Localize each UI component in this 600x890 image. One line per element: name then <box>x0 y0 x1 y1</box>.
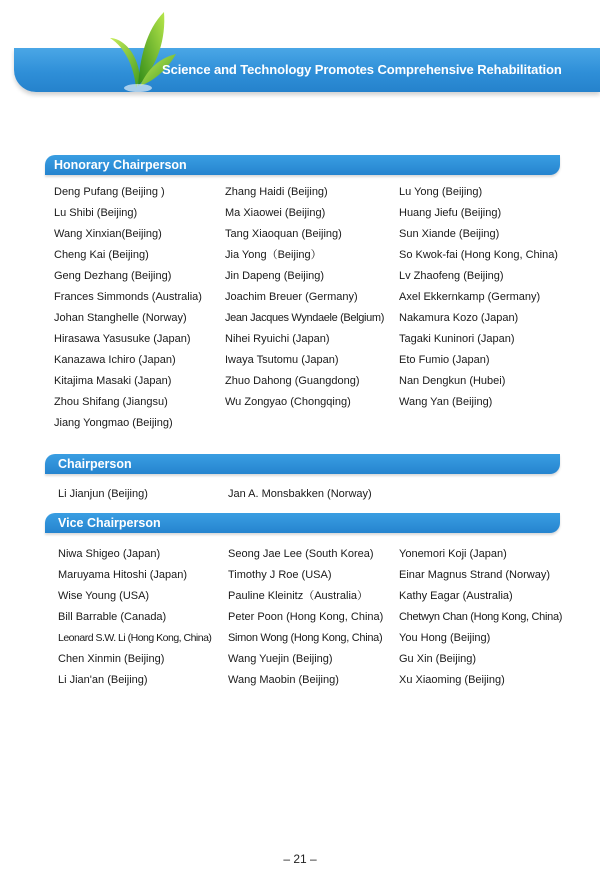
name-item: Yonemori Koji (Japan) <box>399 548 507 560</box>
page-number: – 21 – <box>283 852 317 866</box>
name-item: Wise Young (USA) <box>58 590 150 602</box>
name-item: Iwaya Tsutomu (Japan) <box>225 354 339 366</box>
name-item: Lv Zhaofeng (Beijing) <box>399 270 504 282</box>
name-item: Wang Xinxian(Beijing) <box>54 228 162 240</box>
name-item: Nakamura Kozo (Japan) <box>399 312 519 324</box>
name-item: Frances Simmonds (Australia) <box>54 291 202 303</box>
name-item: Simon Wong (Hong Kong, China) <box>228 632 383 644</box>
name-item: Geng Dezhang (Beijing) <box>54 270 172 282</box>
name-item: Niwa Shigeo (Japan) <box>58 548 161 560</box>
name-item: Kitajima Masaki (Japan) <box>54 375 172 387</box>
name-item: Kanazawa Ichiro (Japan) <box>54 354 176 366</box>
name-item: Chen Xinmin (Beijing) <box>58 653 165 665</box>
name-item: Hirasawa Yasusuke (Japan) <box>54 333 191 345</box>
name-item: Jin Dapeng (Beijing) <box>225 270 325 282</box>
name-item: Xu Xiaoming (Beijing) <box>399 674 505 686</box>
name-item: Wang Yan (Beijing) <box>399 396 493 408</box>
name-item: Jean Jacques Wyndaele (Belgium) <box>225 312 385 324</box>
name-item: Chetwyn Chan (Hong Kong, China) <box>399 611 563 623</box>
name-item: Huang Jiefu (Beijing) <box>399 207 502 219</box>
name-item: Johan Stanghelle (Norway) <box>54 312 187 324</box>
name-item: Lu Yong (Beijing) <box>399 186 483 198</box>
leaf-logo-icon <box>96 8 180 92</box>
name-item: Bill Barrable (Canada) <box>58 611 167 623</box>
name-item: Jia Yong（Beijing） <box>225 249 322 261</box>
name-item: Axel Ekkernkamp (Germany) <box>399 291 541 303</box>
name-item: Nan Dengkun (Hubei) <box>399 375 506 387</box>
name-item: Ma Xiaowei (Beijing) <box>225 207 326 219</box>
name-item: Kathy Eagar (Australia) <box>399 590 513 602</box>
name-item: Tang Xiaoquan (Beijing) <box>225 228 342 240</box>
name-item: Deng Pufang (Beijing ) <box>54 186 165 198</box>
name-item: Zhuo Dahong (Guangdong) <box>225 375 360 387</box>
name-item: Eto Fumio (Japan) <box>399 354 490 366</box>
name-item: Timothy J Roe (USA) <box>228 569 332 581</box>
name-item: Nihei Ryuichi (Japan) <box>225 333 330 345</box>
name-item: Pauline Kleinitz（Australia） <box>228 590 369 602</box>
name-item: Wu Zongyao (Chongqing) <box>225 396 351 408</box>
section-heading-honorary: Honorary Chairperson <box>54 158 187 172</box>
name-item: You Hong (Beijing) <box>399 632 491 644</box>
name-item: Peter Poon (Hong Kong, China) <box>228 611 384 623</box>
name-item: Jiang Yongmao (Beijing) <box>54 417 173 429</box>
name-item: Leonard S.W. Li (Hong Kong, China) <box>58 632 212 644</box>
section-heading-chair: Chairperson <box>58 457 132 471</box>
section-heading-vice: Vice Chairperson <box>58 516 161 530</box>
name-item: Jan A. Monsbakken (Norway) <box>228 488 372 500</box>
name-item: Einar Magnus Strand (Norway) <box>399 569 551 581</box>
name-item: So Kwok-fai (Hong Kong, China) <box>399 249 558 261</box>
name-item: Wang Maobin (Beijing) <box>228 674 339 686</box>
name-item: Seong Jae Lee (South Korea) <box>228 548 374 560</box>
name-item: Li Jian'an (Beijing) <box>58 674 148 686</box>
name-item: Joachim Breuer (Germany) <box>225 291 358 303</box>
name-item: Zhou Shifang (Jiangsu) <box>54 396 168 408</box>
name-item: Sun Xiande (Beijing) <box>399 228 500 240</box>
name-item: Li Jianjun (Beijing) <box>58 488 148 500</box>
name-item: Wang Yuejin (Beijing) <box>228 653 333 665</box>
name-item: Cheng Kai (Beijing) <box>54 249 149 261</box>
name-item: Gu Xin (Beijing) <box>399 653 477 665</box>
name-item: Zhang Haidi (Beijing) <box>225 186 328 198</box>
name-item: Maruyama Hitoshi (Japan) <box>58 569 187 581</box>
name-item: Tagaki Kuninori (Japan) <box>399 333 515 345</box>
name-item: Lu Shibi (Beijing) <box>54 207 138 219</box>
header-title: Science and Technology Promotes Comprehensive Rehabilitation <box>162 62 562 77</box>
